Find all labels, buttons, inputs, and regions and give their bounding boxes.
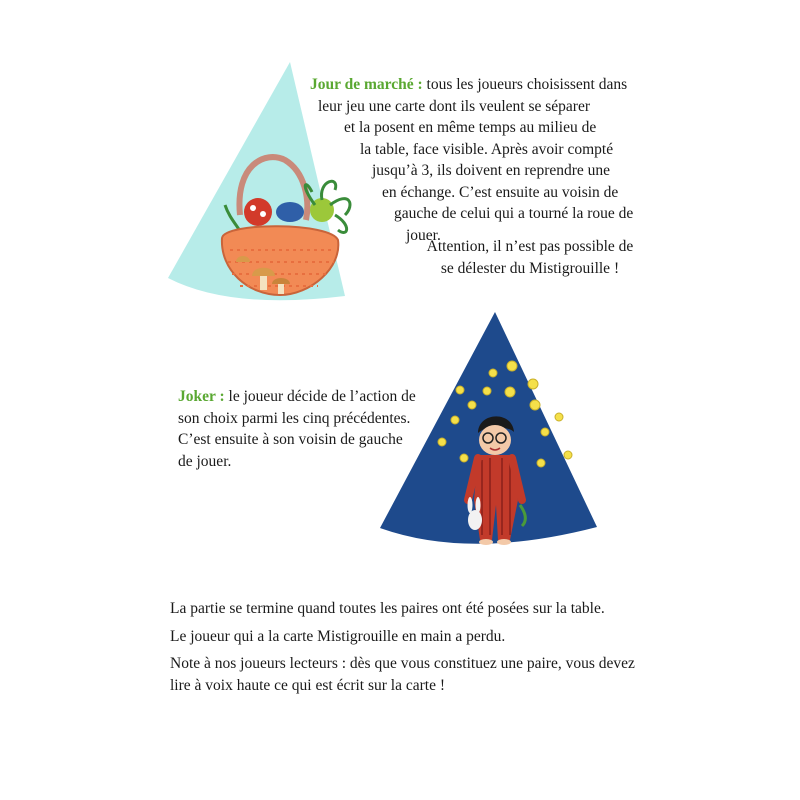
joker-term: Joker :: [178, 388, 225, 405]
market-warning: [410, 236, 650, 279]
loser-paragraph: Le joueur qui a la carte Mistigrouille en main a perdu.: [170, 627, 506, 645]
market-line-4: jusqu’à 3, ils doivent en reprendre une: [372, 162, 611, 179]
reader-note-paragraph: [170, 653, 650, 696]
market-description: [310, 74, 632, 246]
game-end-rules: [170, 598, 650, 702]
market-warning-line-1: Attention, il n’est pas possible de: [426, 238, 634, 255]
market-warning-line-2: se délester du Mistigrouille !: [440, 259, 620, 277]
market-line-6: gauche de celui qui a tourné la roue de: [394, 205, 634, 222]
joker-line-2: C’est ensuite à son voisin de gauche: [178, 431, 403, 448]
market-term: Jour de marché :: [310, 76, 423, 93]
market-line-3: la table, face visible. Après avoir compté: [360, 140, 614, 158]
market-line-1: leur jeu une carte dont ils veulent se séparer: [318, 97, 590, 115]
market-line-2: et la posent en même temps au milieu de: [344, 119, 597, 136]
market-line-7: jouer.: [406, 226, 441, 244]
market-line-0: tous les joueurs choisissent dans: [422, 76, 628, 93]
joker-line-3: de jouer.: [178, 452, 232, 470]
joker-description: [178, 386, 448, 472]
reader-note-line-1: Note à nos joueurs lecteurs : dès que vous constituez une paire, vous devez: [170, 655, 635, 672]
end-condition-paragraph: La partie se termine quand toutes les paires ont été posées sur la table.: [170, 600, 605, 617]
reader-note-line-2: lire à voix haute ce qui est écrit sur la carte !: [170, 676, 445, 694]
joker-line-1: son choix parmi les cinq précédentes.: [178, 409, 411, 427]
joker-line-0: le joueur décide de l’action de: [224, 388, 416, 405]
market-line-5: en échange. C’est ensuite au voisin de: [382, 183, 619, 201]
